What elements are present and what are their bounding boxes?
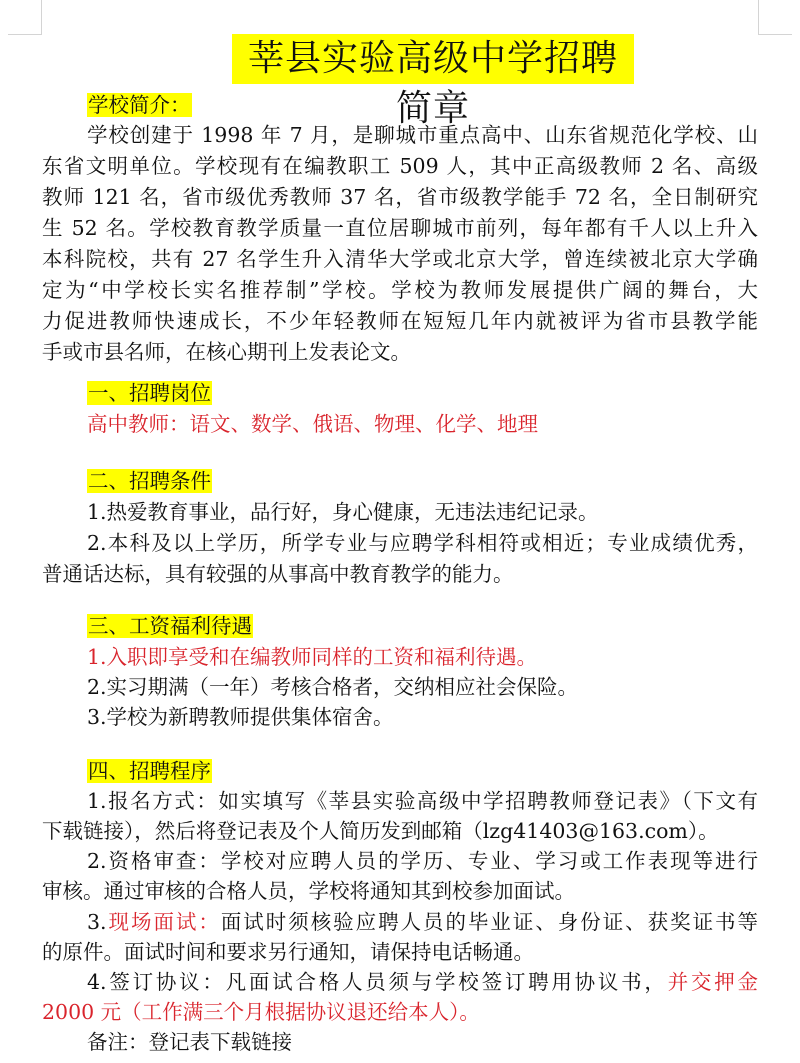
positions-heading: 一、招聘岗位 [88, 381, 211, 405]
conditions-line: 普通话达标，具有较强的从事高中教育教学的能力。 [42, 562, 514, 586]
positions-text: 高中教师：语文、数学、俄语、物理、化学、地理 [87, 412, 538, 436]
step3-number: 3. [87, 910, 107, 934]
procedure-note: 备注：登记表下载链接 [87, 1030, 292, 1054]
intro-line: 东省文明单位。学校现有在编教职工 509 人，其中正高级教师 2 名、高级 [42, 154, 758, 178]
step4-text: 4.签订协议：凡面试合格人员须与学校签订聘用协议书， [87, 970, 668, 994]
step3-text: 面试时须核验应聘人员的毕业证、身份证、获奖证书等 [220, 910, 758, 934]
document-title: 莘县实验高级中学招聘简章 [232, 34, 634, 84]
benefits-heading-line [87, 611, 758, 642]
intro-line: 生 52 名。学校教育教学质量一直位居聊城市前列，每年都有千人以上升入 [42, 216, 758, 240]
procedure-step1-cont: 下载链接），然后将登记表及个人简历发到邮箱（lzg41403@163.com）。 [42, 819, 719, 843]
page-corner-mark-right [758, 0, 792, 35]
conditions-line: 1.热爱教育事业，品行好，身心健康，无违法违纪记录。 [87, 500, 599, 524]
benefits-heading: 三、工资福利待遇 [88, 614, 252, 638]
intro-line: 教师 121 名，省市级优秀教师 37 名，省市级教学能手 72 名，全日制研究 [42, 185, 758, 209]
intro-line: 定为“中学校长实名推荐制”学校。学校为教师发展提供广阔的舞台，大 [42, 278, 758, 302]
conditions-heading-line [87, 466, 758, 497]
procedure-heading-line [87, 756, 758, 787]
positions-heading-line [87, 378, 758, 409]
procedure-step4-cont: 2000 元（工作满三个月根据协议退还给本人）。 [42, 1000, 480, 1024]
procedure-heading: 四、招聘程序 [88, 759, 211, 783]
procedure-step2-cont: 审核。通过审核的合格人员，学校将通知其到校参加面试。 [42, 879, 575, 903]
step4-deposit: 并交押金 [667, 970, 758, 994]
benefits-line: 3.学校为新聘教师提供集体宿舍。 [87, 705, 394, 729]
intro-line: 本科院校，共有 27 名学生升入清华大学或北京大学，曾连续被北京大学确 [42, 247, 758, 271]
conditions-heading: 二、招聘条件 [88, 469, 211, 493]
benefits-line: 2.实习期满（一年）考核合格者，交纳相应社会保险。 [87, 675, 579, 699]
intro-heading: 学校简介： [88, 93, 191, 117]
procedure-step1: 1.报名方式：如实填写《莘县实验高级中学招聘教师登记表》（下文有 [87, 789, 758, 813]
procedure-step3-cont: 的原件。面试时间和要求另行通知，请保持电话畅通。 [42, 940, 534, 964]
benefits-line: 1.入职即享受和在编教师同样的工资和福利待遇。 [87, 645, 538, 669]
page-corner-mark-left [8, 0, 42, 35]
intro-line: 学校创建于 1998 年 7 月，是聊城市重点高中、山东省规范化学校、山 [87, 123, 758, 147]
procedure-step4 [87, 967, 758, 998]
intro-heading-line [87, 90, 758, 121]
step3-label: 现场面试： [106, 910, 221, 934]
procedure-step2: 2.资格审查：学校对应聘人员的学历、专业、学习或工作表现等进行 [87, 849, 758, 873]
conditions-line: 2.本科及以上学历，所学专业与应聘学科相符或相近；专业成绩优秀， [87, 531, 758, 555]
intro-line: 力促进教师快速成长，不少年轻教师在短短几年内就被评为省市县教学能 [42, 309, 758, 333]
procedure-step3 [87, 907, 758, 938]
intro-line: 手或市县名师，在核心期刊上发表论文。 [42, 340, 411, 364]
